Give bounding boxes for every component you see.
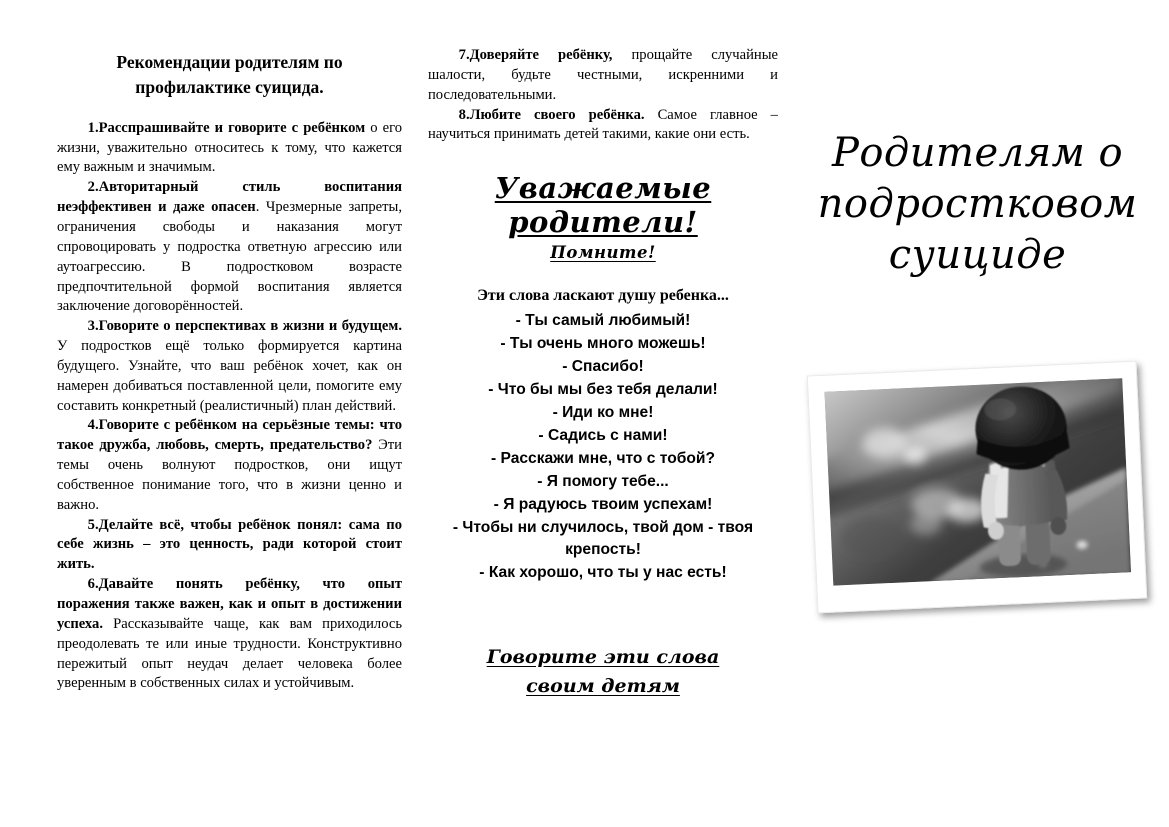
phrase-list: [428, 310, 778, 585]
photo-frame: [807, 361, 1147, 614]
recommendation-item-8: [428, 106, 778, 146]
closing-line-1: Говорите эти слова: [486, 646, 720, 669]
recommendation-1-bold: Расспрашивайте и говорите с ребёнком: [98, 119, 366, 136]
panel-inner-middle: [428, 0, 778, 827]
recommendation-4-rest: Эти темы очень волнуют подростков, они ищут собственное понимание того, что в жизни ценно и важно.: [57, 437, 402, 513]
recommendation-1-number: 1.: [87, 119, 99, 136]
recommendation-6-number: 6.: [87, 576, 99, 593]
photo-image: [825, 378, 1131, 585]
recommendation-6-rest: Рассказывайте чаще, как вам приходилось преодолевать те или иные трудности. Конструктивно пережитый опыт неудач делает человека более уверенным в собственных силах и устойчивым.: [57, 615, 402, 692]
recommendation-7-rest: прощайте случайные шалости, будьте честными, искренними и последовательными.: [428, 47, 779, 103]
recommendation-item-2: [57, 178, 402, 317]
recommendation-item-5: [57, 516, 402, 576]
recommendation-2-bold: Авторитарный стиль воспитания неэффективен и даже опасен: [57, 179, 402, 216]
recommendation-item-7: [428, 46, 778, 106]
cover-title-line-3: суициде: [888, 232, 1067, 279]
phrase-item: - Ты очень много можешь!: [500, 335, 706, 353]
appeal-heading: Уважаемые родители!: [494, 171, 712, 240]
panel-inner-left: [57, 0, 402, 827]
phrase-item: - Что бы мы без тебя делали!: [488, 380, 718, 398]
cover-title-line-1: Родителям о: [831, 130, 1124, 176]
panel-cover: [800, 0, 1155, 827]
recommendation-2-number: 2.: [87, 179, 99, 196]
recommendation-4-number: 4.: [87, 417, 99, 434]
phrase-item: - Садись с нами!: [538, 426, 668, 444]
recommendation-item-4: [57, 416, 402, 515]
recommendation-3-bold: Говорите о перспективах в жизни и будущем.: [98, 318, 402, 335]
phrase-item: - Как хорошо, что ты у нас есть!: [479, 564, 727, 582]
recommendation-3-number: 3.: [87, 318, 99, 335]
toy-figure-photo-illustration: [825, 378, 1131, 585]
recommendation-1-rest: о его жизни, уважительно относитесь к тому, что кажется ему важным и значимым.: [57, 119, 403, 176]
page-title: Рекомендации родителям по профилактике суицида.: [116, 52, 343, 98]
phrase-item: - Чтобы ни случилось, твой дом - твоя крепость!: [452, 518, 754, 559]
phrases-intro: Эти слова ласкают душу ребенка...: [477, 287, 729, 305]
phrase-item: - Спасибо!: [562, 358, 644, 376]
recommendation-2-rest: . Чрезмерные запреты, ограничения свободы и наказания могут спровоцировать у подростка ответную агрессию или аутоагрессию. В подростковом возрасте предпочтительной формой воспитания является заключение договорённостей.: [57, 199, 402, 315]
closing-line-2: своим детям: [526, 674, 680, 697]
recommendation-item-1: [57, 119, 402, 179]
cover-title: [800, 0, 1155, 282]
cover-photo: [807, 361, 1147, 614]
closing-call-to-action: [428, 643, 778, 700]
cover-title-line-2: подростковом: [817, 181, 1138, 228]
phrase-item: - Я радуюсь твоим успехам!: [493, 495, 713, 513]
recommendation-item-6: [57, 575, 402, 694]
phrase-item: - Иди ко мне!: [552, 403, 654, 421]
recommendation-7-number: 7.: [458, 47, 470, 63]
recommendation-6-bold: Давайте понять ребёнку, что опыт поражения также важен, как и опыт в достижении успеха.: [57, 576, 402, 632]
recommendation-4-bold: Говорите с ребёнком на серьёзные темы: что такое дружба, любовь, смерть, предательство?: [57, 417, 402, 454]
recommendation-5-number: 5.: [87, 516, 99, 533]
recommendation-8-number: 8.: [458, 106, 470, 123]
phrase-item: - Ты самый любимый!: [515, 312, 691, 330]
phrase-item: - Расскажи мне, что с тобой?: [490, 449, 716, 467]
phrase-item: - Я помогу тебе...: [537, 472, 669, 490]
recommendation-7-bold: Доверяйте ребёнку,: [469, 47, 613, 63]
recommendation-3-rest: У подростков ещё только формируется картина будущего. Узнайте, что ваш ребёнок хочет, как он намерен добиваться поставленной цели, помогите ему составить конкретный (реалистичный) план действий.: [57, 338, 402, 414]
recommendation-8-rest: Самое главное – научиться принимать детей такими, какие они есть.: [428, 106, 778, 143]
recommendation-item-3: [57, 317, 402, 416]
recommendation-5-bold: Делайте всё, чтобы ребёнок понял: сама по себе жизнь – это ценность, ради которой стоит жить.: [57, 516, 402, 573]
recommendation-8-bold: Любите своего ребёнка.: [469, 106, 645, 123]
appeal-subheading: Помните!: [550, 243, 656, 263]
